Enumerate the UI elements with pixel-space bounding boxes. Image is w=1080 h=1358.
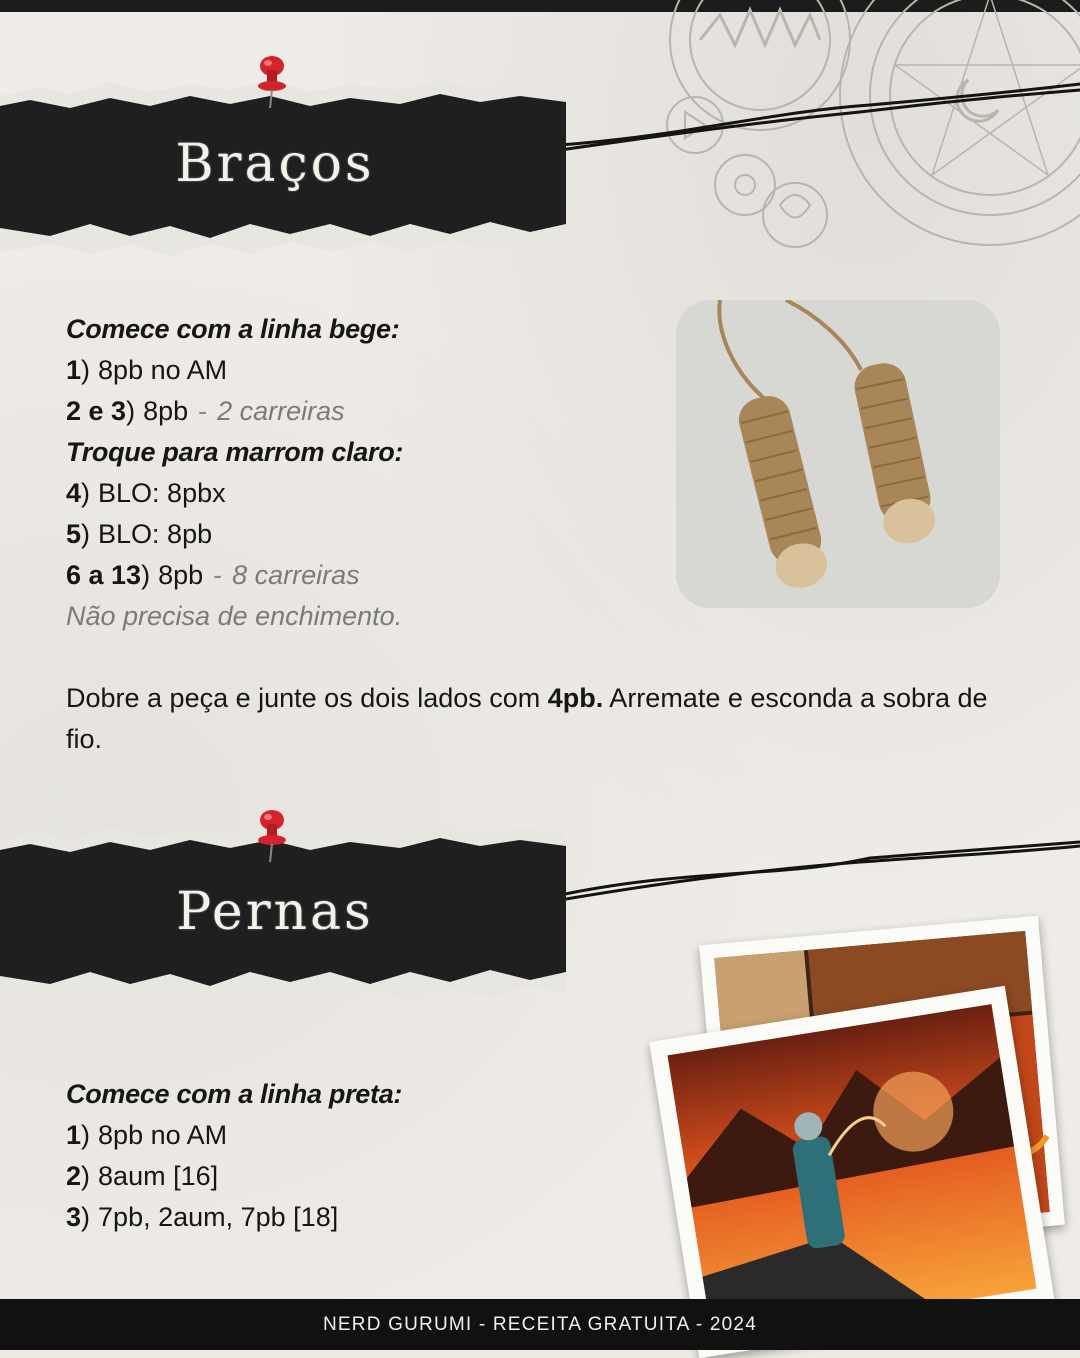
recipe-step: 1) 8pb no AM (66, 1120, 228, 1150)
recipe-step: 1) 8pb no AM (66, 355, 228, 385)
arms-photo (676, 300, 1000, 608)
recipe-step: 2) 8aum [16] (66, 1161, 219, 1191)
recipe-step: 3) 7pb, 2aum, 7pb [18] (66, 1202, 339, 1232)
recipe-bracos (66, 309, 403, 637)
occult-circle-icon (660, 0, 1080, 260)
assembly-paragraph: Dobre a peça e junte os dois lados com 4pb. Arremate e esconda a sobra de fio. (66, 683, 988, 754)
pushpin-icon (250, 52, 298, 112)
footer-credit: NERD GURUMI - RECEITA GRATUITA - 2024 (0, 1299, 1080, 1350)
recipe-note: Não precisa de enchimento. (66, 601, 403, 631)
recipe-heading: Troque para marrom claro: (66, 437, 404, 467)
pushpin-icon (250, 806, 298, 866)
recipe-step: 5) BLO: 8pb (66, 519, 213, 549)
recipe-heading: Comece com a linha preta: (66, 1079, 403, 1109)
section-title: Pernas (176, 882, 374, 942)
recipe-heading: Comece com a linha bege: (66, 314, 400, 344)
section-title: Braços (175, 134, 375, 194)
recipe-pernas (66, 1074, 402, 1238)
recipe-step: 2 e 3) 8pb - 2 carreiras (66, 396, 345, 426)
recipe-step: 6 a 13) 8pb - 8 carreiras (66, 560, 360, 590)
recipe-step: 4) BLO: 8pbx (66, 478, 226, 508)
